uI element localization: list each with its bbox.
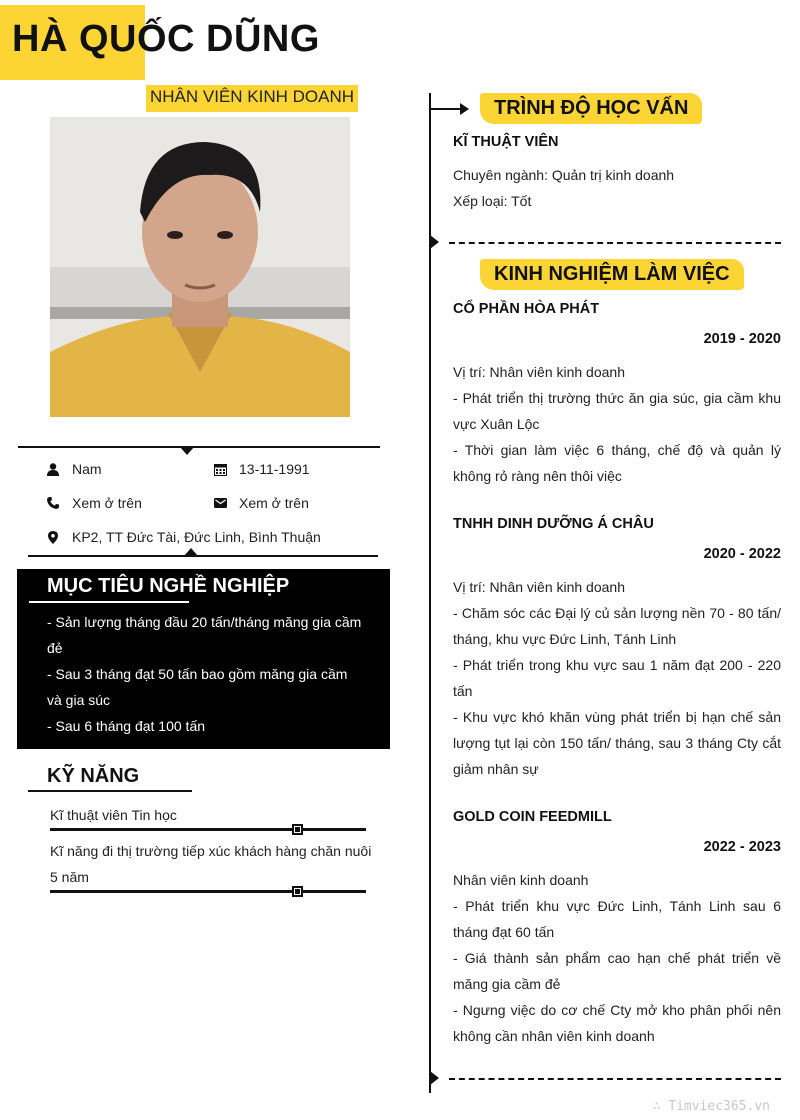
- watermark: ∴ Timviec365.vn: [652, 1099, 770, 1114]
- skill-level-handle: [292, 824, 303, 835]
- info-phone: [46, 495, 142, 511]
- info-divider-bottom: [28, 555, 378, 557]
- job-years: 2020 - 2022: [703, 546, 781, 562]
- job-description: [453, 359, 781, 489]
- job-company: CỔ PHẦN HÒA PHÁT: [453, 301, 600, 317]
- job-line: - Phát triển trong khu vực sau 1 năm đạt 200 - 220 tấn: [453, 657, 781, 699]
- job-line: - Khu vực khó khăn vùng phát triển bị hạn chế sản lượng tụt lại còn 150 tấn/ tháng, sau 3 tháng Cty cắt giảm nhân sự: [453, 709, 781, 777]
- job-company: TNHH DINH DƯỠNG Á CHÂU: [453, 516, 654, 532]
- job-line: - Phát triển thị trường thức ăn gia súc, gia cầm khu vực Xuân Lộc: [453, 390, 781, 432]
- education-title: TRÌNH ĐỘ HỌC VẤN: [480, 93, 702, 124]
- triangle-down-icon: [180, 447, 194, 455]
- skill-bar: [50, 890, 366, 893]
- skills-underline: [28, 790, 192, 792]
- job-description: [453, 867, 781, 1049]
- info-birthday: [213, 461, 310, 477]
- candidate-name: HÀ QUỐC DŨNG: [12, 18, 320, 60]
- objective-line: đẻ: [47, 640, 63, 656]
- birthday-value: 13-11-1991: [239, 461, 310, 477]
- section-divider: [449, 242, 781, 244]
- education-grade: Xếp loại: Tốt: [453, 193, 532, 209]
- objective-text: [47, 609, 377, 739]
- phone-value: Xem ở trên: [72, 495, 142, 511]
- skills-title: KỸ NĂNG: [47, 765, 140, 787]
- skill-bar: [50, 828, 366, 831]
- portrait-image: [50, 117, 350, 417]
- experience-title: KINH NGHIỆM LÀM VIỆC: [480, 259, 744, 290]
- info-gender: [46, 461, 102, 477]
- job-line: Nhân viên kinh doanh: [453, 872, 589, 888]
- map-marker-icon: [46, 531, 60, 544]
- section-divider: [449, 1078, 781, 1080]
- job-line: - Chăm sóc các Đại lý củ sản lượng nền 70 - 80 tấn/ tháng, khu vực Đức Linh, Tánh Linh: [453, 605, 781, 647]
- skill-label: Kĩ năng đi thị trường tiếp xúc khách hàng chăn nuôi 5 năm: [50, 843, 372, 885]
- skill-level-handle: [292, 886, 303, 897]
- info-divider-top: [18, 446, 380, 448]
- job-years: 2022 - 2023: [703, 839, 781, 855]
- arrow-right-icon: [460, 103, 469, 115]
- education-major: Chuyên ngành: Quản trị kinh doanh: [453, 167, 675, 183]
- user-icon: [46, 463, 60, 476]
- envelope-icon: [213, 497, 227, 509]
- calendar-icon: [213, 463, 227, 476]
- job-company: GOLD COIN FEEDMILL: [453, 809, 612, 825]
- timeline-marker-icon: [430, 235, 439, 249]
- address-value: KP2, TT Đức Tài, Đức Linh, Bình Thuận: [72, 529, 321, 545]
- job-line: - Phát triển khu vực Đức Linh, Tánh Linh sau 6 tháng đạt 60 tấn: [453, 898, 781, 940]
- gender-value: Nam: [72, 461, 102, 477]
- objective-line: và gia súc: [47, 692, 111, 708]
- objective-title: MỤC TIÊU NGHỀ NGHIỆP: [47, 575, 290, 597]
- triangle-up-icon: [184, 548, 198, 556]
- job-description: [453, 574, 781, 782]
- objective-line: - Sau 6 tháng đạt 100 tấn: [47, 718, 206, 734]
- job-line: - Thời gian làm việc 6 tháng, chế độ và quản lý không rỏ ràng nên thôi việc: [453, 442, 781, 484]
- objective-line: - Sản lượng tháng đầu 20 tấn/tháng măng gia cầm: [47, 614, 362, 630]
- job-position: NHÂN VIÊN KINH DOANH: [146, 85, 358, 112]
- info-email: [213, 495, 309, 511]
- skill-label: Kĩ thuật viên Tin học: [50, 807, 177, 823]
- job-line: - Giá thành sản phẩm cao hạn chế phát triển về măng gia cầm đẻ: [453, 950, 781, 992]
- timeline-marker-icon: [430, 1071, 439, 1085]
- job-line: - Ngưng việc do cơ chế Cty mở kho phân phối nên không cần nhân viên kinh doanh: [453, 1002, 781, 1044]
- job-years: 2019 - 2020: [703, 331, 781, 347]
- info-address: [46, 529, 321, 545]
- job-line: Vị trí: Nhân viên kinh doanh: [453, 364, 625, 380]
- job-line: Vị trí: Nhân viên kinh doanh: [453, 579, 625, 595]
- profile-photo: [50, 117, 350, 417]
- email-value: Xem ở trên: [239, 495, 309, 511]
- education-degree: KĨ THUẬT VIÊN: [453, 134, 559, 150]
- objective-line: - Sau 3 tháng đạt 50 tấn bao gồm măng gia cầm: [47, 666, 348, 682]
- objective-underline: [29, 601, 189, 603]
- career-objective-section: [17, 569, 390, 749]
- phone-icon: [46, 497, 60, 509]
